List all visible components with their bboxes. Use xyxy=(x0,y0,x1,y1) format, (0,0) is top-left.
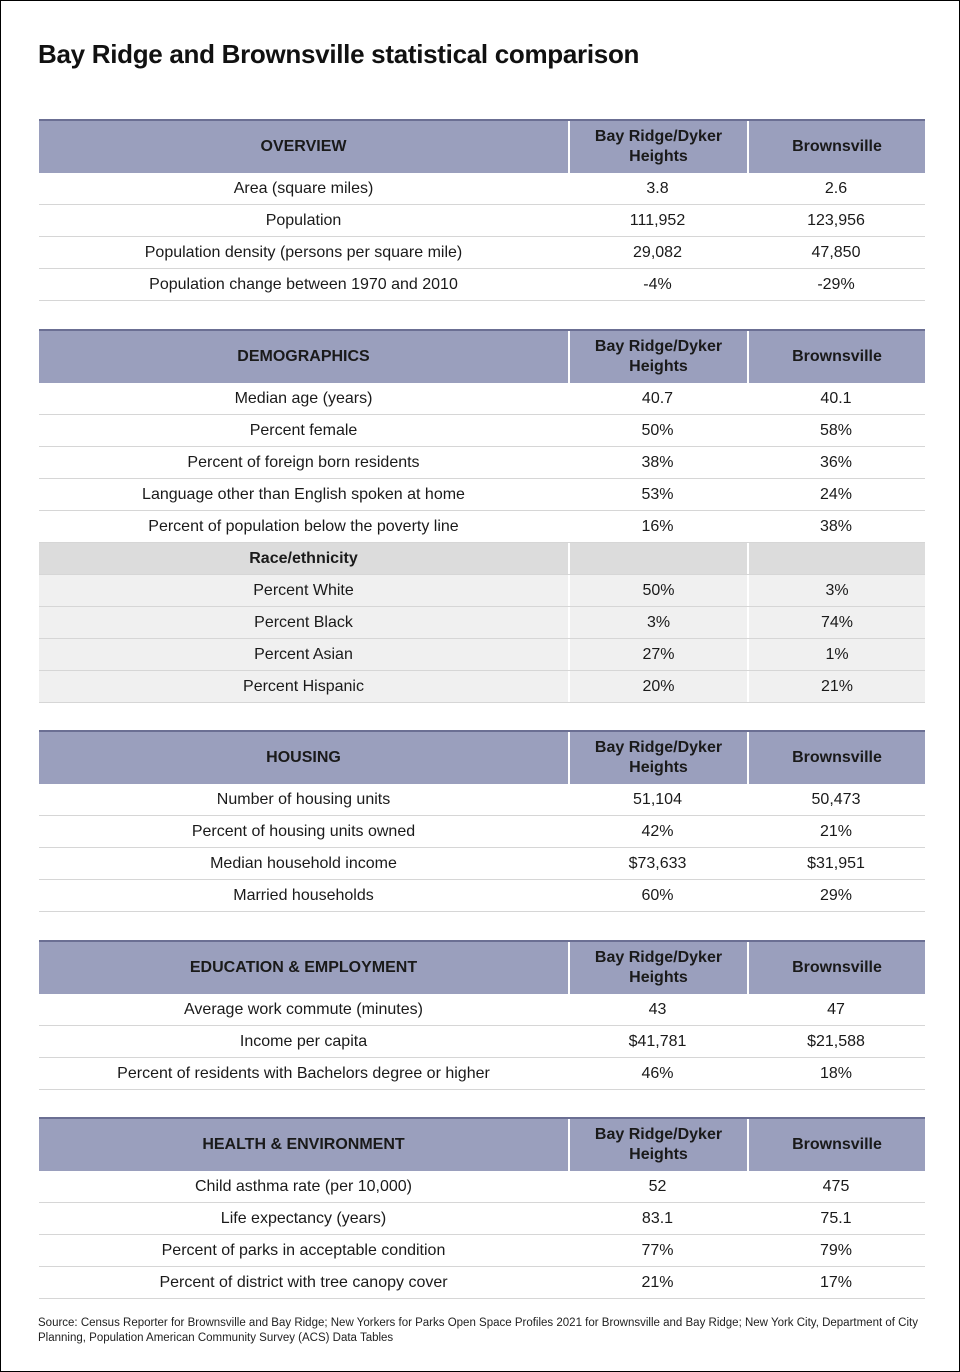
section-title: EDUCATION & EMPLOYMENT xyxy=(189,959,418,976)
table-row xyxy=(39,848,925,880)
table-row xyxy=(39,173,925,205)
column-header-bay-ridge: Bay Ridge/Dyker Heights xyxy=(568,942,747,994)
row-label: Percent Asian xyxy=(254,645,353,663)
brownsville-value: 475 xyxy=(822,1177,850,1195)
row-label: Percent of parks in acceptable condition xyxy=(161,1241,446,1259)
section-table xyxy=(39,329,925,703)
column-header-brownsville: Brownsville xyxy=(747,942,925,994)
table-row xyxy=(39,816,925,848)
brownsville-value: 29% xyxy=(819,886,853,904)
table-row xyxy=(39,784,925,816)
table-row xyxy=(39,269,925,301)
row-label: Percent Black xyxy=(254,613,353,631)
bay-ridge-value: 46% xyxy=(641,1064,674,1082)
row-label: Area (square miles) xyxy=(233,179,374,197)
row-label: Percent of housing units owned xyxy=(191,822,416,840)
row-label: Median age (years) xyxy=(234,389,373,407)
table-row xyxy=(39,1058,925,1090)
column-header-brownsville: Brownsville xyxy=(747,732,925,784)
bay-ridge-value: -4% xyxy=(643,275,672,293)
page-title: Bay Ridge and Brownsville statistical comparison xyxy=(38,39,640,69)
brownsville-value: 40.1 xyxy=(820,389,852,407)
bay-ridge-value: 50% xyxy=(568,575,747,606)
table-row xyxy=(39,1026,925,1058)
bay-ridge-value: 60% xyxy=(641,886,674,904)
table-row xyxy=(39,415,925,447)
column-header-bay-ridge: Bay Ridge/Dyker Heights xyxy=(568,1119,747,1171)
bay-ridge-value: 16% xyxy=(641,517,674,535)
table-row xyxy=(39,205,925,237)
section-table xyxy=(39,730,925,912)
bay-ridge-value: 43 xyxy=(648,1000,667,1018)
table-row xyxy=(39,671,925,703)
section-title: HOUSING xyxy=(266,749,341,766)
brownsville-value: $31,951 xyxy=(807,854,865,872)
brownsville-value: 50,473 xyxy=(811,790,861,808)
row-label: Language other than English spoken at home xyxy=(142,485,465,503)
table-row xyxy=(39,237,925,269)
bay-ridge-value: $41,781 xyxy=(628,1032,687,1050)
bay-ridge-value: 38% xyxy=(641,453,674,471)
brownsville-value: 47 xyxy=(827,1000,845,1018)
brownsville-value: 2.6 xyxy=(824,179,848,197)
brownsville-value: 36% xyxy=(819,453,853,471)
section-title: HEALTH & ENVIRONMENT xyxy=(202,1136,405,1153)
brownsville-value: 17% xyxy=(819,1273,853,1291)
column-header-bay-ridge: Bay Ridge/Dyker Heights xyxy=(568,331,747,383)
bay-ridge-value: 77% xyxy=(641,1241,674,1259)
brownsville-value: 38% xyxy=(819,517,853,535)
row-label: Percent Hispanic xyxy=(243,677,364,695)
table-row xyxy=(39,994,925,1026)
brownsville-value: 18% xyxy=(819,1064,853,1082)
brownsville-value: 58% xyxy=(819,421,853,439)
row-label: Average work commute (minutes) xyxy=(184,1000,423,1018)
column-header-brownsville: Brownsville xyxy=(747,121,925,173)
row-label: Child asthma rate (per 10,000) xyxy=(195,1177,412,1195)
bay-ridge-value: 27% xyxy=(568,639,747,670)
section-header xyxy=(39,940,925,994)
column-header-brownsville: Brownsville xyxy=(747,331,925,383)
brownsville-value xyxy=(747,543,925,574)
section-header xyxy=(39,329,925,383)
column-header-brownsville: Brownsville xyxy=(747,1119,925,1171)
brownsville-value: 21% xyxy=(819,822,853,840)
row-label: Population xyxy=(265,211,342,229)
section-title: OVERVIEW xyxy=(260,138,347,155)
table-row xyxy=(39,880,925,912)
row-label: Median household income xyxy=(210,854,397,872)
bay-ridge-value: 50% xyxy=(641,421,674,439)
section-table xyxy=(39,940,925,1090)
row-label: Percent White xyxy=(253,581,354,599)
bay-ridge-value: 111,952 xyxy=(629,211,686,229)
bay-ridge-value: 42% xyxy=(641,822,674,840)
brownsville-value: 3% xyxy=(747,575,925,606)
section-header xyxy=(39,1117,925,1171)
row-label: Percent of residents with Bachelors degree or higher xyxy=(117,1064,490,1082)
row-label: Income per capita xyxy=(239,1032,368,1050)
brownsville-value: 75.1 xyxy=(820,1209,852,1227)
bay-ridge-value: 53% xyxy=(641,485,674,503)
section-title: DEMOGRAPHICS xyxy=(237,348,370,365)
table-row xyxy=(39,1235,925,1267)
brownsville-value: 24% xyxy=(819,485,853,503)
table-row xyxy=(39,575,925,607)
bay-ridge-value: 52 xyxy=(648,1177,667,1195)
row-label: Life expectancy (years) xyxy=(220,1209,387,1227)
bay-ridge-value: 21% xyxy=(641,1273,674,1291)
row-label: Married households xyxy=(233,886,374,904)
brownsville-value: 1% xyxy=(747,639,925,670)
brownsville-value: 123,956 xyxy=(807,211,865,229)
bay-ridge-value: 83.1 xyxy=(641,1209,674,1227)
bay-ridge-value: 51,104 xyxy=(633,790,682,808)
table-row xyxy=(39,1171,925,1203)
brownsville-value: 47,850 xyxy=(811,243,861,261)
source-note: Source: Census Reporter for Brownsville and Bay Ridge; New Yorkers for Parks Open Space Profiles 2021 for Brownsville and Bay Ridge; New York City, Department of City Planning, Population American Community Survey (ACS) Data Tables xyxy=(38,1317,918,1344)
section-table xyxy=(39,1117,925,1299)
row-label: Percent of foreign born residents xyxy=(187,453,420,471)
row-label: Population density (persons per square mile) xyxy=(144,243,463,261)
bay-ridge-value: 40.7 xyxy=(641,389,674,407)
brownsville-value: 74% xyxy=(747,607,925,638)
bay-ridge-value: 20% xyxy=(568,671,747,702)
row-label: Population change between 1970 and 2010 xyxy=(149,275,458,293)
row-label: Percent of population below the poverty line xyxy=(148,517,459,535)
brownsville-value: 21% xyxy=(747,671,925,702)
brownsville-value: -29% xyxy=(817,275,855,293)
table-row xyxy=(39,607,925,639)
table-row xyxy=(39,511,925,543)
brownsville-value: $21,588 xyxy=(807,1032,865,1050)
section-header xyxy=(39,119,925,173)
row-label: Number of housing units xyxy=(216,790,391,808)
table-row xyxy=(39,479,925,511)
section-header xyxy=(39,730,925,784)
bay-ridge-value: 29,082 xyxy=(633,243,682,261)
column-header-bay-ridge: Bay Ridge/Dyker Heights xyxy=(568,121,747,173)
bay-ridge-value: $73,633 xyxy=(628,854,687,872)
row-label: Race/ethnicity xyxy=(249,549,358,567)
table-row xyxy=(39,383,925,415)
section-table xyxy=(39,119,925,301)
row-label: Percent of district with tree canopy cover xyxy=(159,1273,448,1291)
table-row xyxy=(39,1267,925,1299)
bay-ridge-value: 3% xyxy=(568,607,747,638)
subheader-row xyxy=(39,543,925,575)
bay-ridge-value: 3.8 xyxy=(646,179,669,197)
brownsville-value: 79% xyxy=(819,1241,853,1259)
table-row xyxy=(39,639,925,671)
table-row xyxy=(39,447,925,479)
column-header-bay-ridge: Bay Ridge/Dyker Heights xyxy=(568,732,747,784)
bay-ridge-value xyxy=(568,543,747,574)
row-label: Percent female xyxy=(249,421,358,439)
table-row xyxy=(39,1203,925,1235)
